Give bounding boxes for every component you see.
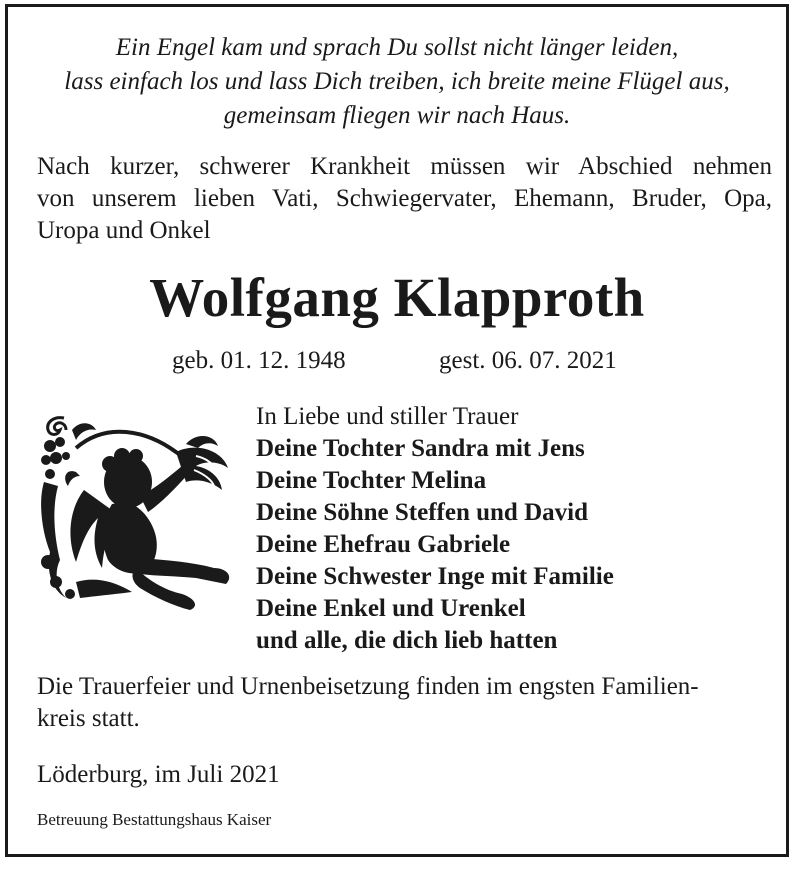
ceremony-line: kreis statt. bbox=[37, 705, 140, 732]
mourner-entry: und alle, die dich lieb hatten bbox=[256, 627, 558, 654]
death-date: gest. 06. 07. 2021 bbox=[439, 347, 617, 374]
announcement-line: Uropa und Onkel bbox=[37, 217, 211, 244]
ceremony-line: Die Trauerfeier und Urnenbeisetzung finden im engsten Familien- bbox=[37, 673, 699, 700]
poem-line: gemeinsam fliegen wir nach Haus. bbox=[223, 102, 571, 129]
mourners-heading: In Liebe und stiller Trauer bbox=[256, 403, 519, 430]
deceased-name: Wolfgang Klapproth bbox=[149, 267, 645, 328]
mourner-entry: Deine Tochter Melina bbox=[256, 467, 487, 494]
place-and-date: Löderburg, im Juli 2021 bbox=[37, 761, 280, 788]
announcement-line: Nach kurzer, schwerer Krankheit müssen wir Abschied nehmen bbox=[37, 153, 772, 180]
mourners-list bbox=[256, 401, 614, 657]
cherub-silhouette-icon bbox=[36, 412, 246, 612]
mourner-entry: Deine Söhne Steffen und David bbox=[256, 499, 588, 526]
mourner-entry: Deine Ehefrau Gabriele bbox=[256, 531, 511, 558]
mourner-entry: Deine Tochter Sandra mit Jens bbox=[256, 435, 585, 462]
announcement-text bbox=[37, 151, 772, 247]
ceremony-notice bbox=[37, 671, 699, 735]
mourner-entry: Deine Schwester Inge mit Familie bbox=[256, 563, 614, 590]
poem-line: Ein Engel kam und sprach Du sollst nicht länger leiden, bbox=[115, 34, 679, 61]
mourner-entry: Deine Enkel und Urenkel bbox=[256, 595, 526, 622]
announcement-line: von unserem lieben Vati, Schwiegervater, Ehemann, Bruder, Opa, bbox=[37, 185, 772, 212]
funeral-home-credit: Betreuung Bestattungshaus Kaiser bbox=[37, 810, 272, 829]
birth-date: geb. 01. 12. 1948 bbox=[172, 347, 346, 374]
poem-line: lass einfach los und lass Dich treiben, ich breite meine Flügel aus, bbox=[64, 68, 730, 95]
poem bbox=[8, 31, 786, 133]
obituary-card bbox=[5, 4, 789, 857]
